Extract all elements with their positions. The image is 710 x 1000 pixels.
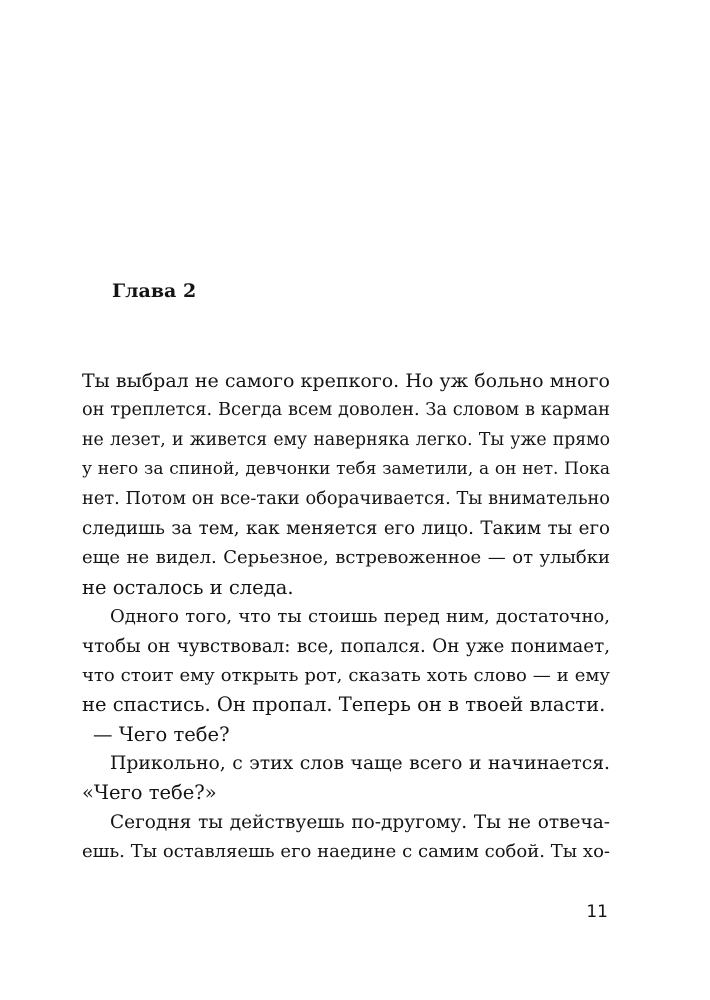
text-line: ешь. Ты оставляешь его наедине с самим собой. Ты хо- [82,841,610,863]
text-line: чтобы он чувствовал: все, попался. Он уже понимает, [82,635,610,657]
text-line: Сегодня ты действуешь по-другому. Ты не отвеча- [110,811,610,833]
text-line: не осталось и следа. [82,575,294,599]
body-text [82,367,610,867]
chapter-title: Глава 2 [112,280,197,302]
text-line: он треплется. Всегда всем доволен. За словом в карман [82,400,610,421]
text-line: следишь за тем, как меняется его лицо. Таким ты его [82,517,610,539]
text-line: не спастись. Он пропал. Теперь он в твоей власти. [82,693,606,717]
page-number: 11 [586,902,608,922]
text-line: у него за спиной, девчонки тебя заметили, а он нет. Пока [82,459,610,480]
text-line: Одного того, что ты стоишь перед ним, достаточно, [110,606,610,628]
text-line: Прикольно, с этих слов чаще всего и начинается. [110,753,610,775]
text-line: не лезет, и живется ему наверняка легко. Ты уже прямо [82,429,610,450]
text-line: Ты выбрал не самого крепкого. Но уж больно много [82,370,610,392]
text-line: еще не видел. Серьезное, встревоженное — от улыбки [82,547,610,569]
text-line: что стоит ему открыть рот, сказать хоть слово — и ему [82,664,610,686]
text-line: нет. Потом он все-таки оборачивается. Ты внимательно [82,488,610,509]
text-line: «Чего тебе?» [82,781,217,805]
text-line: — Чего тебе? [93,722,230,746]
